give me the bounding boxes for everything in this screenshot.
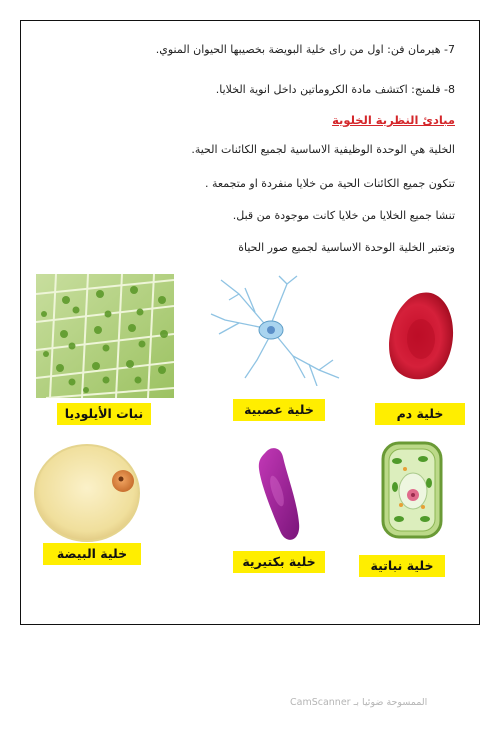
paragraph-1: الخلية هي الوحدة الوظيفية الاساسية لجميع الكائنات الحية. [191, 143, 455, 156]
neuron-image [209, 274, 349, 386]
document-page [20, 20, 480, 625]
label-plant-cell: خلية نباتية [359, 555, 445, 577]
label-egg-cell: خلية البيضة [43, 543, 141, 565]
text-item-8: 8- فلمنج: اكتشف مادة الكروماتين داخل انوية الخلايا. [215, 83, 455, 96]
section-heading: مبادئ النظرية الخلوية [332, 113, 455, 127]
text-item-7: 7- هيرمان فن: اول من راى خلية البويضة بخصيبها الحيوان المنوي. [155, 43, 455, 56]
egg-cell-image [31, 441, 143, 545]
bacterial-cell-image [255, 445, 303, 545]
label-bacterial-cell: خلية بكتيرية [233, 551, 325, 573]
paragraph-3: تنشا جميع الخلايا من خلايا كانت موجودة من قبل. [232, 209, 455, 222]
label-blood-cell: خلية دم [375, 403, 465, 425]
paragraph-2: تتكون جميع الكائنات الحية من خلايا منفردة او متجمعة . [205, 177, 455, 190]
scanner-watermark: الممسوحة ضوئيا بـ CamScanner [290, 697, 428, 708]
plant-cell-image [379, 439, 445, 541]
label-elodea: نبات الأيلوديا [57, 403, 151, 425]
elodea-leaf-image [36, 274, 174, 398]
red-blood-cell-image [381, 289, 461, 385]
label-neuron: خلية عصبية [233, 399, 325, 421]
paragraph-4: وتعتبر الخلية الوحدة الاساسية لجميع صور الحياة [238, 241, 455, 254]
